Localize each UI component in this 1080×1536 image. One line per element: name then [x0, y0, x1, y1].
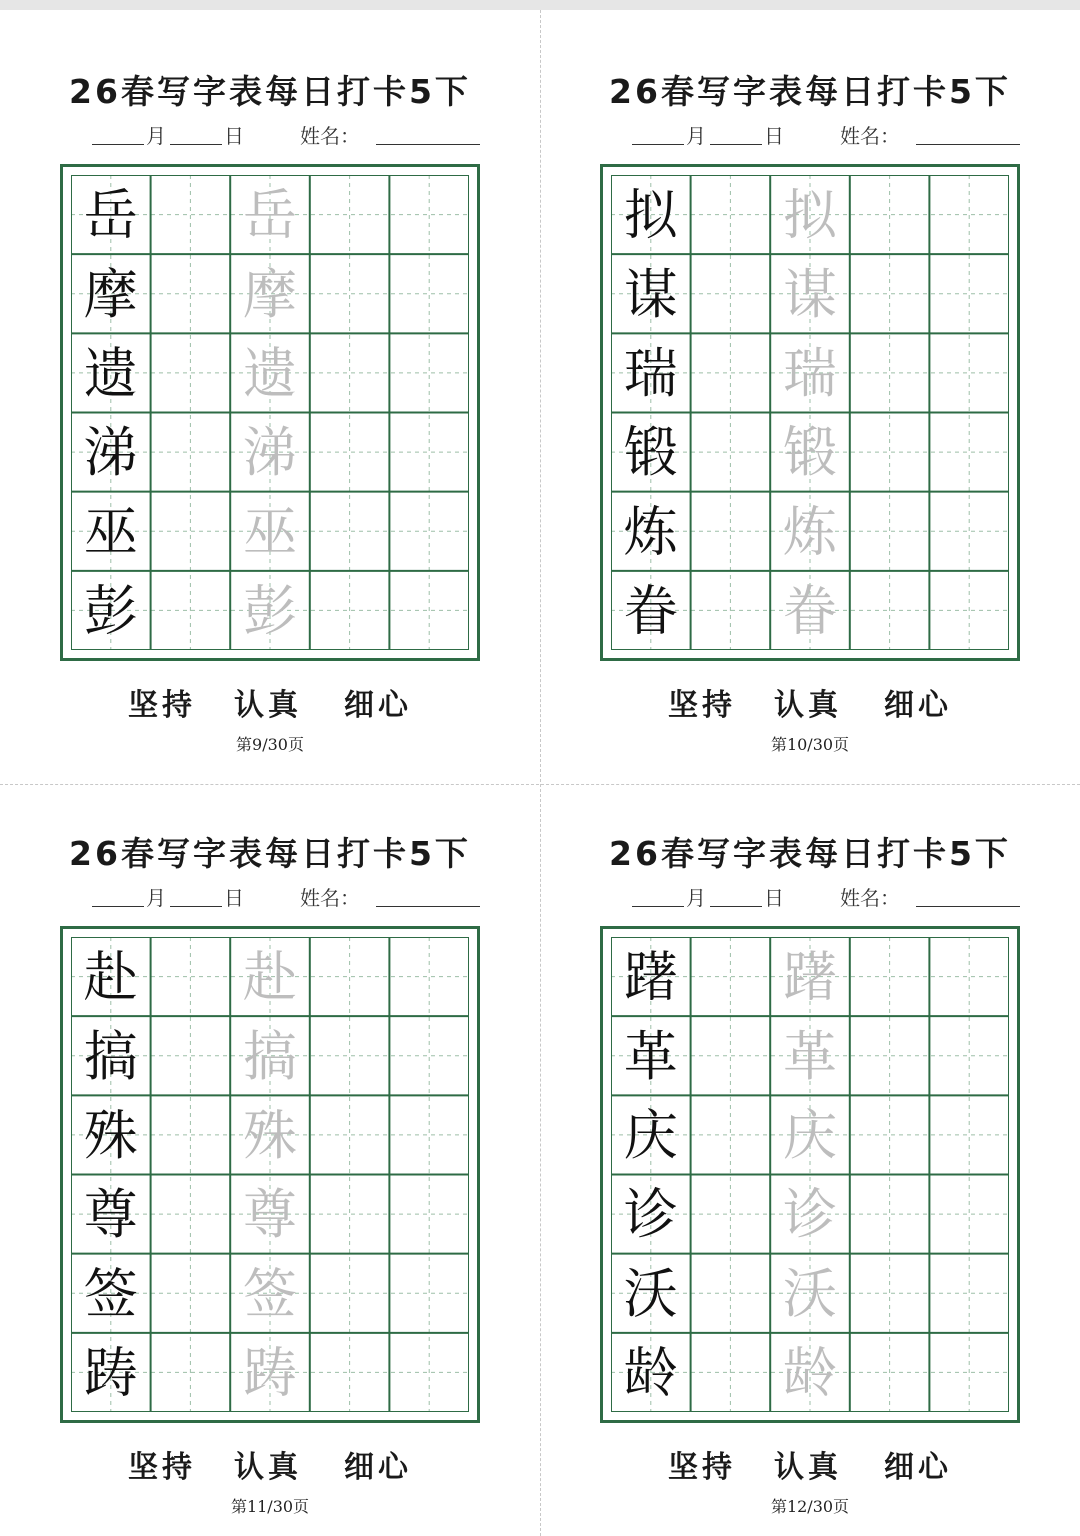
model-character: 革 [623, 1024, 678, 1088]
day-blank[interactable] [170, 906, 222, 907]
motto-serious: 认真 [234, 688, 302, 723]
month-label: 月 [686, 124, 706, 148]
month-label: 月 [146, 124, 166, 148]
model-character: 岳 [83, 183, 138, 247]
trace-character: 彭 [243, 579, 297, 643]
trace-character: 炼 [783, 500, 837, 564]
trace-character: 谋 [783, 262, 837, 326]
month-label: 月 [146, 886, 166, 910]
worksheet-page-9 [0, 10, 540, 774]
model-character: 殊 [83, 1103, 138, 1167]
date-name-row [632, 882, 1032, 912]
date-name-row [92, 882, 492, 912]
practice-grid [600, 926, 1020, 1423]
model-character: 彭 [83, 579, 138, 643]
page-number: 第11/30页 [230, 1497, 310, 1516]
motto [0, 1442, 540, 1485]
tianzige-grid[interactable] [611, 937, 1009, 1412]
trace-character: 签 [243, 1262, 297, 1326]
motto-careful: 细心 [344, 1450, 412, 1485]
name-blank[interactable] [916, 906, 1020, 907]
month-blank[interactable] [632, 144, 684, 145]
page-number: 第12/30页 [770, 1497, 850, 1516]
name-label: 姓名： [300, 124, 360, 148]
practice-grid [600, 164, 1020, 661]
name-blank[interactable] [376, 144, 480, 145]
model-character: 瑞 [623, 341, 678, 405]
date-name-row [92, 120, 492, 150]
month-blank[interactable] [92, 906, 144, 907]
month-blank[interactable] [632, 906, 684, 907]
top-strip [0, 0, 1080, 10]
day-label: 日 [764, 886, 784, 910]
motto [540, 1442, 1080, 1485]
trace-character: 革 [783, 1024, 837, 1088]
day-label: 日 [224, 124, 244, 148]
motto-persist: 坚持 [128, 1450, 196, 1485]
model-character: 谋 [623, 262, 678, 326]
worksheet-page-11 [0, 772, 540, 1536]
name-label: 姓名： [840, 124, 900, 148]
model-character: 巫 [83, 500, 138, 564]
trace-character: 赴 [243, 945, 297, 1009]
motto-persist: 坚持 [128, 688, 196, 723]
trace-character: 巫 [243, 500, 297, 564]
model-character: 庆 [623, 1103, 678, 1167]
model-character: 炼 [623, 500, 678, 564]
day-label: 日 [224, 886, 244, 910]
model-character: 尊 [83, 1183, 138, 1247]
motto [0, 680, 540, 723]
motto [540, 680, 1080, 723]
trace-character: 庆 [783, 1103, 837, 1167]
trace-character: 岳 [243, 183, 297, 247]
model-character: 摩 [83, 262, 138, 326]
trace-character: 眷 [783, 579, 837, 643]
model-character: 涕 [83, 421, 138, 485]
page-number: 第9/30页 [236, 735, 304, 754]
trace-character: 尊 [243, 1183, 297, 1247]
model-character: 遗 [83, 341, 138, 405]
motto-careful: 细心 [884, 688, 952, 723]
worksheet-title: 26春写字表每日打卡5下 [69, 834, 471, 873]
tianzige-grid[interactable] [611, 175, 1009, 650]
trace-character: 踌 [243, 1341, 297, 1405]
tianzige-grid[interactable] [71, 175, 469, 650]
name-label: 姓名： [300, 886, 360, 910]
worksheet-title: 26春写字表每日打卡5下 [609, 72, 1011, 111]
practice-grid [60, 164, 480, 661]
name-blank[interactable] [376, 906, 480, 907]
motto-careful: 细心 [344, 688, 412, 723]
day-label: 日 [764, 124, 784, 148]
worksheet-title: 26春写字表每日打卡5下 [609, 834, 1011, 873]
model-character: 签 [83, 1262, 138, 1326]
model-character: 沃 [623, 1262, 678, 1326]
worksheet-page-12 [540, 772, 1080, 1536]
model-character: 眷 [623, 579, 678, 643]
practice-grid [60, 926, 480, 1423]
trace-character: 涕 [243, 421, 297, 485]
model-character: 龄 [623, 1341, 678, 1405]
month-label: 月 [686, 886, 706, 910]
day-blank[interactable] [170, 144, 222, 145]
trace-character: 瑞 [783, 341, 837, 405]
page-number: 第10/30页 [770, 735, 850, 754]
trace-character: 搞 [243, 1024, 297, 1088]
day-blank[interactable] [710, 144, 762, 145]
model-character: 踌 [83, 1341, 138, 1405]
motto-careful: 细心 [884, 1450, 952, 1485]
worksheet-title: 26春写字表每日打卡5下 [69, 72, 471, 111]
trace-character: 诊 [783, 1183, 837, 1247]
model-character: 拟 [623, 183, 678, 247]
trace-character: 沃 [783, 1262, 837, 1326]
name-blank[interactable] [916, 144, 1020, 145]
trace-character: 摩 [243, 262, 297, 326]
motto-serious: 认真 [774, 688, 842, 723]
model-character: 赴 [83, 945, 138, 1009]
model-character: 诊 [623, 1183, 678, 1247]
motto-serious: 认真 [774, 1450, 842, 1485]
worksheet-page-10 [540, 10, 1080, 774]
trace-character: 龄 [783, 1341, 837, 1405]
model-character: 搞 [83, 1024, 138, 1088]
trace-character: 躇 [783, 945, 837, 1009]
name-label: 姓名： [840, 886, 900, 910]
motto-persist: 坚持 [668, 1450, 736, 1485]
trace-character: 锻 [783, 421, 837, 485]
month-blank[interactable] [92, 144, 144, 145]
tianzige-grid[interactable] [71, 937, 469, 1412]
day-blank[interactable] [710, 906, 762, 907]
motto-persist: 坚持 [668, 688, 736, 723]
model-character: 躇 [623, 945, 678, 1009]
motto-serious: 认真 [234, 1450, 302, 1485]
trace-character: 遗 [243, 341, 297, 405]
model-character: 锻 [623, 421, 678, 485]
date-name-row [632, 120, 1032, 150]
trace-character: 拟 [783, 183, 837, 247]
trace-character: 殊 [243, 1103, 297, 1167]
